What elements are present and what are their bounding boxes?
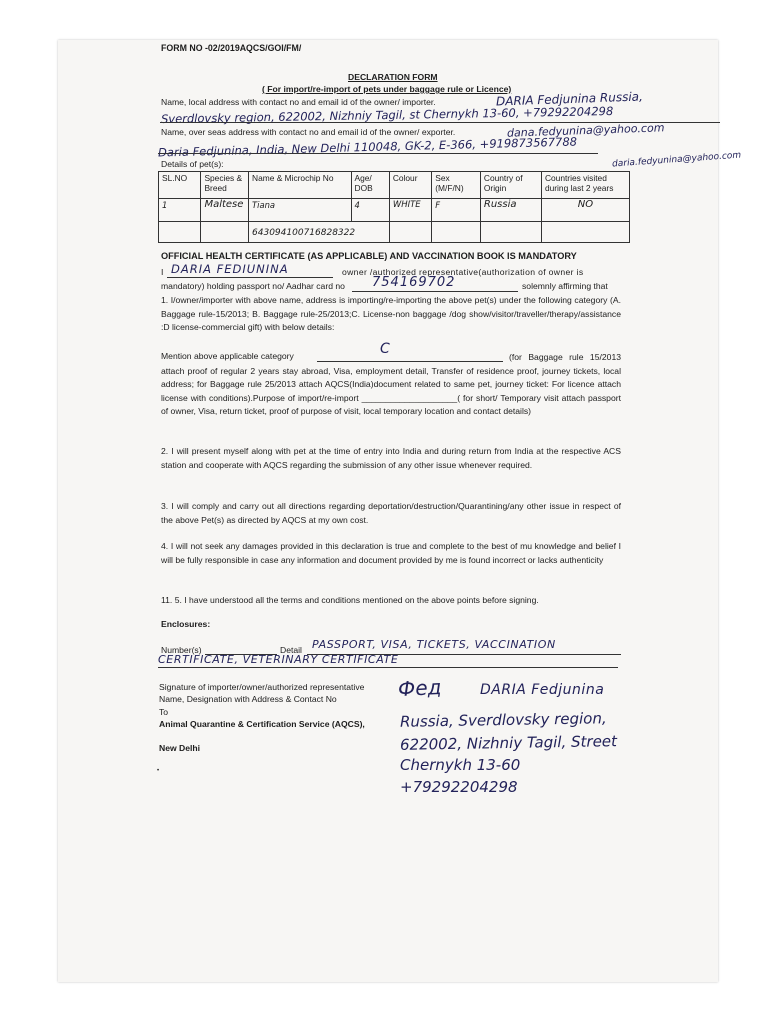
- overseas-line: [158, 153, 598, 154]
- signature-name-handwriting: DARIA Fedjunina: [480, 682, 605, 698]
- signature-handwriting: Фед: [397, 674, 442, 702]
- cell-colour: WHITE: [389, 199, 431, 222]
- detail-label: Detail: [280, 645, 302, 655]
- bullet-mark: •: [157, 768, 160, 774]
- header-slno: SL.NO: [159, 172, 201, 199]
- mandatory-notice: OFFICIAL HEALTH CERTIFICATE (AS APPLICABLE) AND VACCINATION BOOK IS MANDATORY: [161, 251, 577, 261]
- owner-handwriting-name: DARIA Fedjunina Russia,: [495, 89, 644, 109]
- category-paragraph: (for Baggage rule 15/2013 attach proof of regular 2 years stay abroad, Visa, employment detail, Transfer of residence proof, journey tickets, local address; for Baggage rule 25/2013 attach AQCS(India)document related to same pet, journey ticket: For licence attach license with conditions).Purpose of import/re-import ____________________( for short/ Temporary visit attach passport of owner, Visa, return ticket, proof of purpose of visit, local temporary location and contact details): [161, 352, 621, 417]
- passport-text: mandatory) holding passport no/ Aadhar card no: [161, 281, 345, 291]
- table-row: [159, 222, 630, 243]
- category-handwriting: C: [380, 341, 390, 357]
- owner-text: owner /authorized representative(authorization of owner is: [342, 267, 584, 277]
- signature-address-3: Chernykh 13-60: [400, 756, 521, 774]
- declaration-paragraph-1: 1. I/owner/importer with above name, address is importing/re-importing the above pet(s) under the following category (A. Baggage rule-15/2013; B. Baggage rule-25/2013;C. License-non baggage /dog show/visitor/traveller/therapy/assistance :D license-commercial gift) with below details:: [161, 295, 621, 333]
- declaration-paragraph-3: 3. I will comply and carry out all directions regarding deportation/destruction/Quarantining/any other issue in respect of the above Pet(s) as directed by AQCS at my own cost.: [161, 501, 621, 525]
- signature-address-1: Russia, Sverdlovsky region,: [399, 709, 607, 731]
- form-title: DECLARATION FORM: [348, 72, 438, 82]
- overseas-label: Name, over seas address with contact no and email id of the owner/ exporter.: [161, 127, 456, 137]
- declaration-paragraph-2: 2. I will present myself along with pet at the time of entry into India and during return from India at the respective ACS station and cooperate with AQCS regarding the submission of any other issue whenever required.: [161, 446, 621, 470]
- header-species: Species & Breed: [201, 172, 249, 199]
- cell-species: Maltese: [201, 199, 249, 222]
- pet-details-table: [158, 171, 630, 243]
- cell-slno: 1: [159, 199, 201, 222]
- pets-label: Details of pet(s):: [161, 159, 224, 169]
- header-countries-visited: Countries visited during last 2 years: [541, 172, 629, 199]
- header-origin: Country of Origin: [480, 172, 541, 199]
- declarant-name-handwriting: DARIA FEDIUNINA: [171, 262, 289, 276]
- table-row: [159, 199, 630, 222]
- owner-handwriting-address: Sverdlovsky region, 622002, Nizhniy Tagil, st Chernykh 13-60, +79292204298: [160, 104, 614, 126]
- declaration-paragraph-4: 4. I will not seek any damages provided in this declaration is true and complete to the best of mu knowledge and belief I will be fully responsible in case any information and document provided by me is found incorrect or lacks authenticity: [161, 541, 621, 565]
- declaration-paragraph-5: 11. 5. I have understood all the terms and conditions mentioned on the above points before signing.: [161, 595, 539, 605]
- form-number: FORM NO -02/2019AQCS/GOI/FM/: [161, 43, 302, 53]
- header-sex: Sex (M/F/N): [432, 172, 481, 199]
- declaration-i: I: [161, 267, 164, 277]
- cell-sex: F: [432, 199, 481, 222]
- header-colour: Colour: [389, 172, 431, 199]
- passport-number-handwriting: 754169702: [372, 275, 456, 290]
- overseas-handwriting-email: dana.fedyunina@yahoo.com: [506, 121, 665, 140]
- cell-origin: Russia: [480, 199, 541, 222]
- table-header-row: [159, 172, 630, 199]
- cell-age: 4: [351, 199, 389, 222]
- detail-handwriting-1: PASSPORT, VISA, TICKETS, VACCINATION: [312, 638, 556, 651]
- enclosures-label: Enclosures:: [161, 619, 211, 629]
- number-label: Number(s): [161, 645, 202, 655]
- cell-microchip: 643094100716828322: [249, 222, 390, 243]
- overseas-handwriting-address: Daria Fedjunina, India, New Delhi 110048, GK-2, E-366, +919873567788: [157, 134, 578, 160]
- signature-label: Signature of importer/owner/authorized representative: [159, 682, 365, 692]
- overseas-handwriting-email-2: daria.fedyunina@yahoo.com: [611, 150, 742, 170]
- detail-handwriting-2: CERTIFICATE, VETERINARY CERTIFICATE: [158, 653, 399, 666]
- owner-label: Name, local address with contact no and email id of the owner/ importer.: [161, 97, 436, 107]
- passport-text-2: solemnly affirming that: [522, 281, 608, 291]
- cell-countries-visited: NO: [541, 199, 629, 222]
- header-name-microchip: Name & Microchip No: [249, 172, 351, 199]
- category-label: Mention above applicable category: [161, 351, 294, 361]
- signature-phone: +79292204298: [400, 778, 518, 796]
- aqcs-label: Animal Quarantine & Certification Service (AQCS),: [159, 719, 365, 729]
- signature-address-2: 622002, Nizhniy Tagil, Street: [399, 732, 618, 754]
- cell-name: Tiana: [249, 199, 351, 222]
- designation-label: Name, Designation with Address & Contact No: [159, 694, 337, 704]
- header-age: Age/ DOB: [351, 172, 389, 199]
- to-label: To: [159, 707, 169, 717]
- form-subtitle: ( For import/re-import of pets under baggage rule or Licence): [262, 84, 512, 94]
- new-delhi-label: New Delhi: [159, 743, 201, 753]
